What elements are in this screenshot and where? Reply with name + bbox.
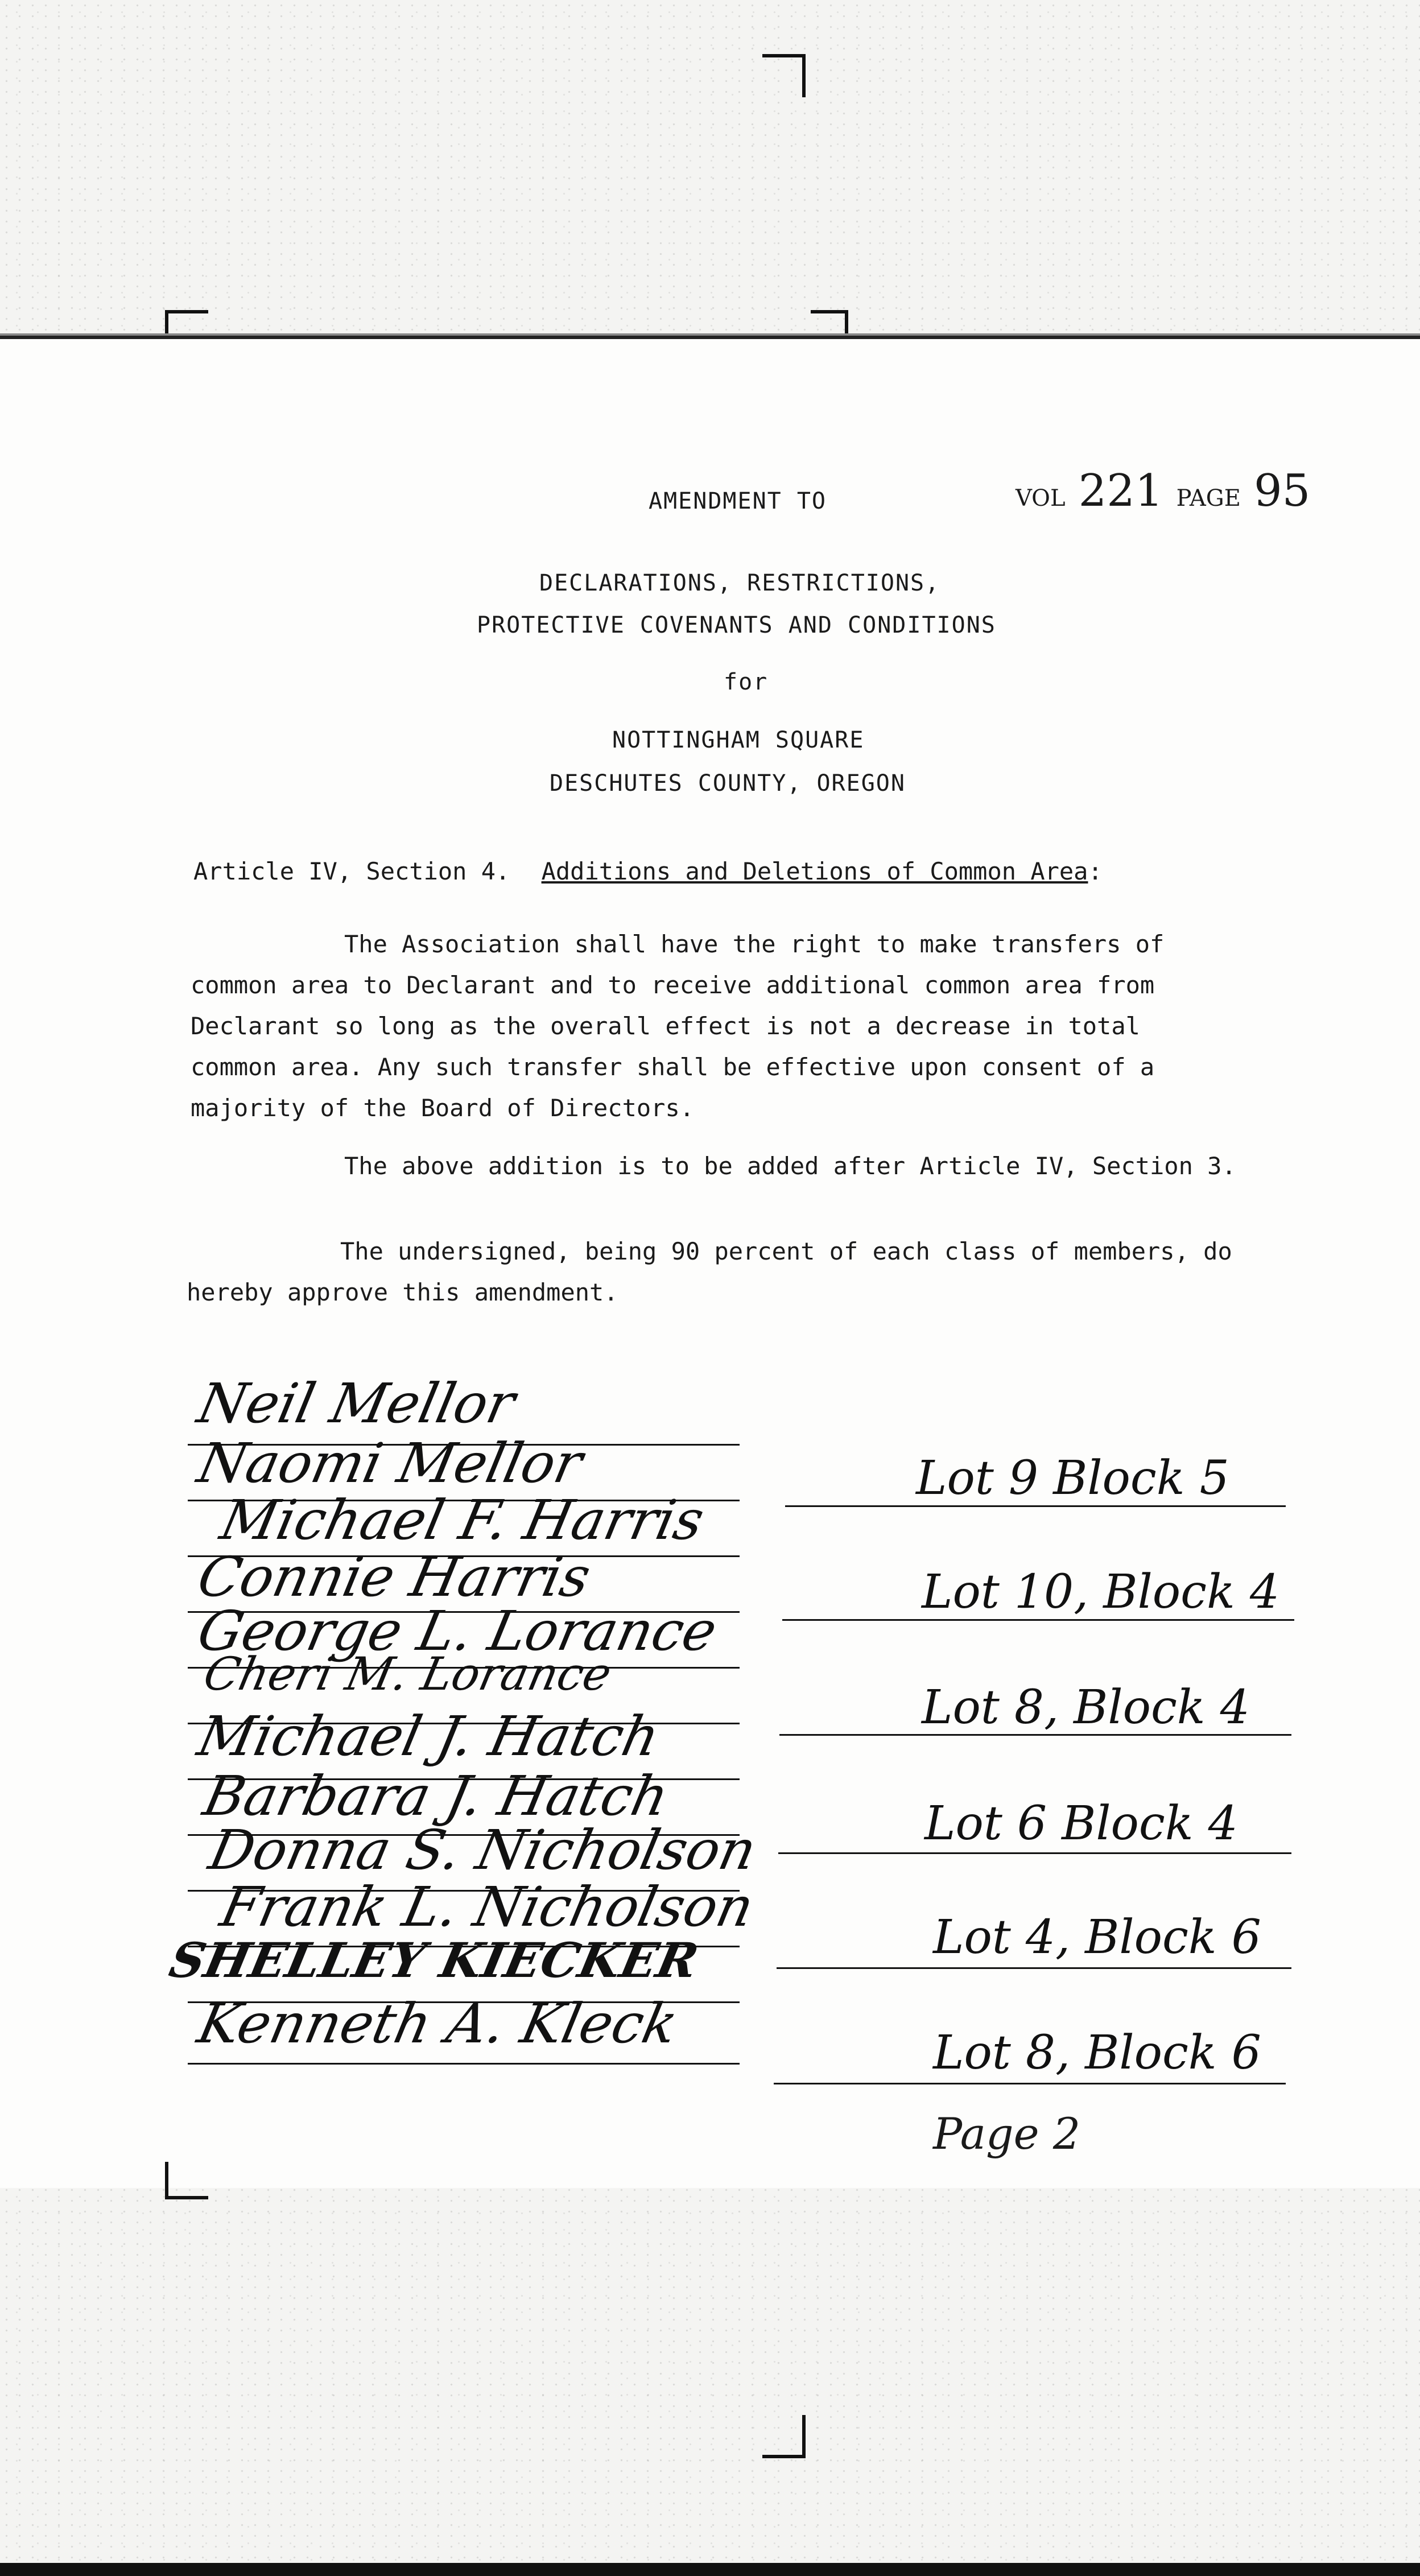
signature: Barbara J. Hatch [198, 1764, 675, 1828]
lot-line [777, 1967, 1291, 1969]
lot-line [785, 1505, 1286, 1507]
lot-block-entry: Lot 10, Block 4 [922, 1565, 1280, 1619]
title-line-5: DESCHUTES COUNTY, OREGON [550, 770, 906, 796]
para3-line: The undersigned, being 90 percent of each class of members, do [340, 1237, 1232, 1265]
lot-line [774, 2083, 1286, 2084]
scan-noise-top [0, 0, 1420, 341]
vol-label: VOL [1016, 485, 1066, 511]
crop-mark [165, 2162, 208, 2199]
lot-line [778, 1852, 1291, 1854]
signature: Neil Mellor [192, 1372, 521, 1435]
scan-edge [0, 2563, 1420, 2576]
signature: Connie Harris [192, 1545, 596, 1609]
lot-line [782, 1619, 1294, 1621]
para1-line: The Association shall have the right to make transfers of [344, 930, 1165, 958]
vol-number: 221 [1078, 465, 1163, 517]
article-heading [193, 851, 1103, 892]
signature: Cheri M. Lorance [199, 1648, 616, 1700]
article-title: Additions and Deletions of Common Area [541, 857, 1088, 885]
crop-mark [762, 2415, 806, 2458]
crop-mark [762, 54, 806, 97]
signature: George L. Lorance [192, 1599, 723, 1663]
title-line-4: NOTTINGHAM SQUARE [612, 727, 865, 753]
title-line-3: for [724, 669, 769, 695]
lot-block-entry: Lot 4, Block 6 [933, 1910, 1261, 1964]
amendment-to-heading: AMENDMENT TO [649, 488, 827, 514]
article-colon: : [1088, 857, 1103, 885]
scan-noise-bottom [0, 2185, 1420, 2576]
document-page [0, 336, 1420, 2188]
lot-block-entry: Lot 8, Block 6 [933, 2026, 1261, 2080]
lot-block-entry: Lot 8, Block 4 [922, 1681, 1250, 1735]
para3-line: hereby approve this amendment. [187, 1278, 618, 1306]
para1-line: Declarant so long as the overall effect is not a decrease in total [191, 1012, 1140, 1040]
volume-reference [1016, 465, 1310, 517]
title-line-2: PROTECTIVE COVENANTS AND CONDITIONS [477, 612, 996, 638]
page-label: PAGE [1176, 485, 1241, 511]
para1-line: common area to Declarant and to receive additional common area from [191, 971, 1155, 999]
signature: Michael J. Hatch [192, 1704, 665, 1768]
para1-line: common area. Any such transfer shall be effective upon consent of a [191, 1053, 1155, 1081]
lot-block-entry: Lot 6 Block 4 [924, 1797, 1238, 1851]
article-ref: Article IV, Section 4. [193, 857, 510, 885]
signature: Michael F. Harris [215, 1488, 710, 1552]
signature: Donna S. Nicholson [204, 1818, 762, 1882]
signature: Frank L. Nicholson [215, 1875, 759, 1939]
signature: Kenneth A. Kleck [192, 1992, 683, 2055]
page-note: Page 2 [933, 2108, 1081, 2159]
para1-line: majority of the Board of Directors. [191, 1094, 695, 1122]
title-line-1: DECLARATIONS, RESTRICTIONS, [539, 570, 940, 596]
signature: Naomi Mellor [192, 1431, 588, 1495]
signature-line [188, 2063, 740, 2065]
lot-block-entry: Lot 9 Block 5 [916, 1451, 1229, 1505]
page-number: 95 [1254, 465, 1311, 517]
para2: The above addition is to be added after Article IV, Section 3. [344, 1152, 1236, 1180]
signature: SHELLEY KIECKER [164, 1932, 703, 1988]
